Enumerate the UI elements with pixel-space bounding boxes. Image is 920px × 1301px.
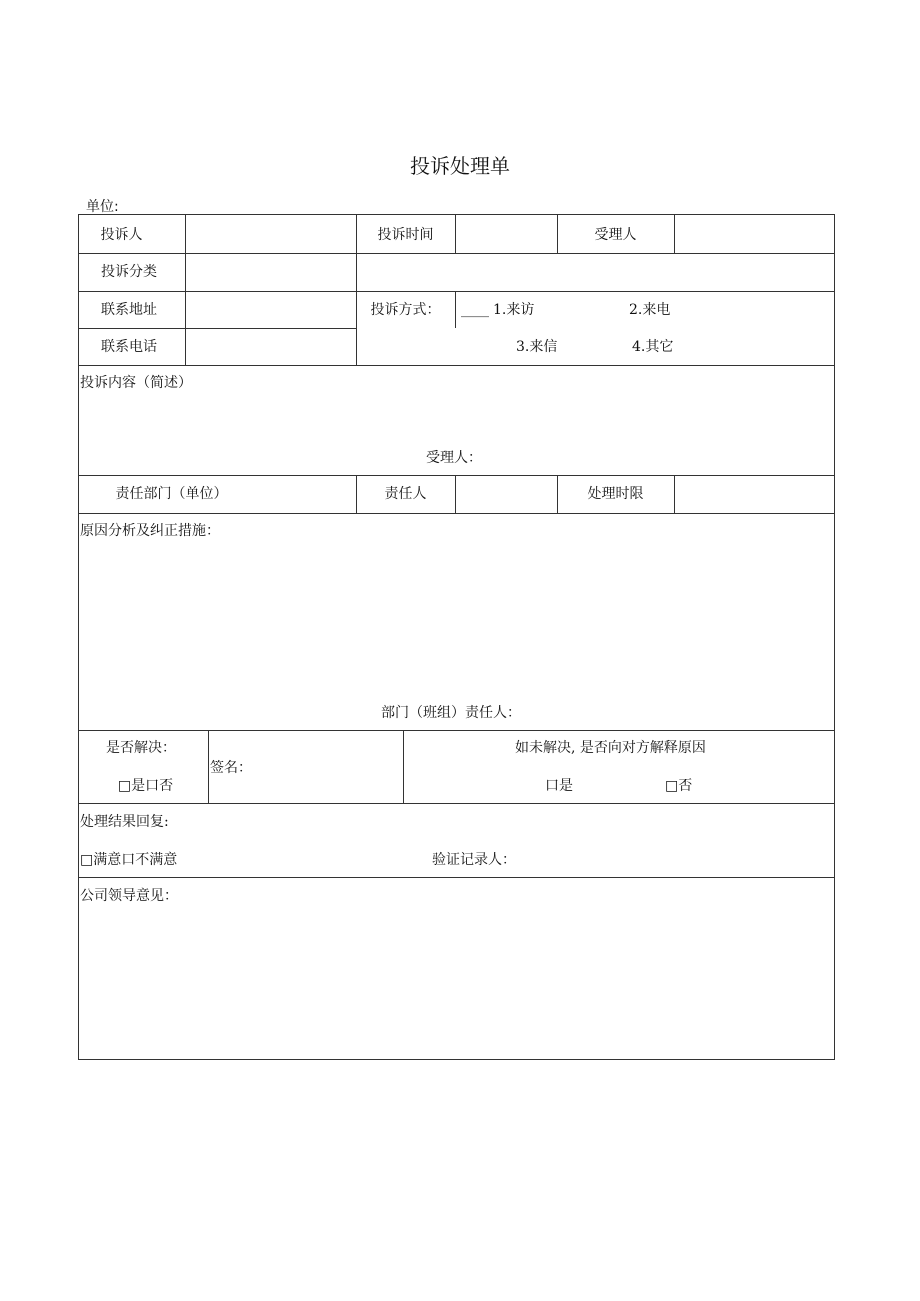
row-divider: [79, 328, 357, 329]
row-divider: [79, 475, 834, 476]
col-divider: [185, 215, 186, 365]
explain-no-option[interactable]: □否: [665, 778, 693, 794]
category-label: 投诉分类: [101, 264, 157, 280]
reply-label: 处理结果回复:: [80, 814, 169, 830]
explain-question: 如未解决, 是否向对方解释原因: [515, 740, 706, 756]
receiver-label: 受理人: [594, 227, 637, 243]
col-divider: [674, 475, 675, 513]
signature-label: 签名：: [210, 760, 252, 776]
method-option-other: 4.其它: [632, 339, 674, 355]
complaint-form: [78, 214, 835, 1060]
content-label: 投诉内容（简述）: [80, 375, 192, 391]
row-divider: [79, 513, 834, 514]
method-option-phone: 2.来电: [629, 302, 671, 318]
method-option-visit: 1.来访: [493, 302, 535, 318]
dept-leader-sign: 部门（班组）责任人：: [381, 705, 521, 721]
address-label: 联系地址: [101, 302, 157, 318]
row-divider: [79, 803, 834, 804]
col-divider: [455, 291, 456, 328]
resolved-label: 是否解决：: [106, 740, 176, 756]
responsible-dept-label: 责任部门（单位）: [115, 486, 228, 502]
verifier-label: 验证记录人：: [432, 852, 516, 868]
resolved-options[interactable]: □是口否: [117, 778, 174, 794]
row-divider: [79, 253, 834, 254]
unit-label: 单位:: [86, 199, 119, 215]
col-divider: [455, 475, 456, 513]
row-divider: [79, 877, 834, 878]
content-receiver-sign: 受理人：: [426, 450, 482, 466]
page-title: 投诉处理单: [410, 154, 510, 178]
analysis-label: 原因分析及纠正措施：: [80, 523, 220, 539]
row-divider: [79, 730, 834, 731]
complaint-method-label: 投诉方式：: [370, 302, 441, 318]
leader-opinion-label: 公司领导意见：: [80, 888, 178, 904]
row-divider: [79, 291, 834, 292]
col-divider: [403, 730, 404, 803]
phone-label: 联系电话: [101, 339, 157, 355]
method-blank: ____: [461, 302, 489, 318]
method-option-letter: 3.来信: [516, 339, 558, 355]
explain-yes-option[interactable]: 口是: [545, 778, 573, 794]
deadline-label: 处理时限: [587, 486, 644, 502]
complainant-label: 投诉人: [100, 227, 143, 243]
satisfaction-options[interactable]: □满意口不满意: [80, 852, 178, 868]
col-divider: [674, 215, 675, 253]
complaint-time-label: 投诉时间: [377, 227, 434, 243]
row-divider: [79, 365, 834, 366]
responsible-person-label: 责任人: [384, 486, 427, 502]
col-divider: [455, 215, 456, 253]
